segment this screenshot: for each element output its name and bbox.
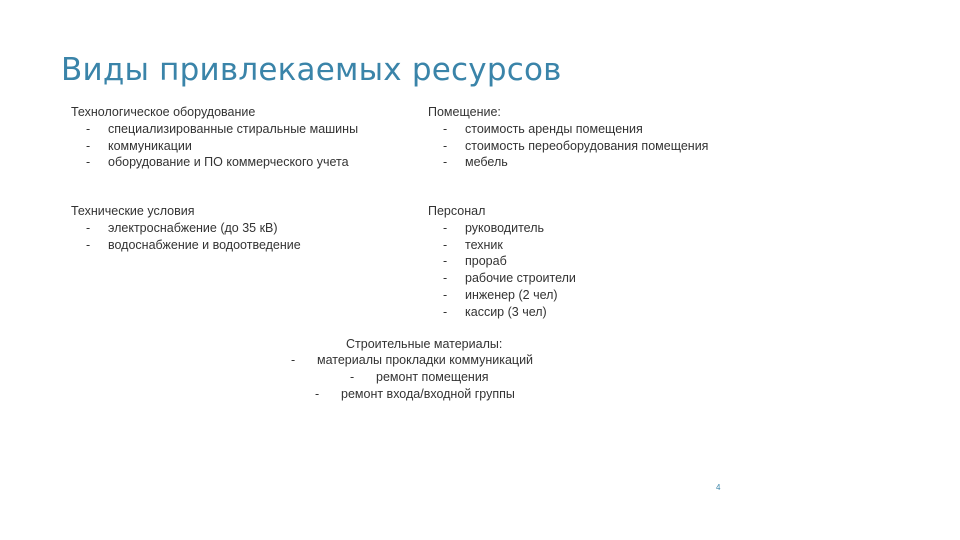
list-item: - мебель [428,154,708,171]
bullet-list [71,220,301,254]
list-item: - коммуникации [71,138,358,155]
list-item: - руководитель [428,220,576,237]
section-heading: Персонал [428,204,486,218]
list-item: - стоимость переоборудования помещения [428,138,708,155]
list-item: - электроснабжение (до 35 кВ) [71,220,301,237]
section-heading: Технические условия [71,204,195,218]
slide-title: Виды привлекаемых ресурсов [61,52,562,88]
bullet-dash: - [291,353,296,367]
section-heading: Помещение: [428,105,501,119]
bullet-list [428,220,576,321]
list-item: - кассир (3 чел) [428,304,576,321]
list-item: - техник [428,237,576,254]
section-premises [428,104,708,171]
section-heading: Строительные материалы: [346,337,503,351]
section-personnel [428,203,576,321]
bullet-list [428,121,708,171]
list-item: - оборудование и ПО коммерческого учета [71,154,358,171]
list-item: ремонт помещения [376,370,489,384]
list-item: - инженер (2 чел) [428,287,576,304]
bullet-dash: - [350,370,355,384]
list-item: - водоснабжение и водоотведение [71,237,301,254]
list-item: - прораб [428,253,576,270]
list-item: - стоимость аренды помещения [428,121,708,138]
list-item: - специализированные стиральные машины [71,121,358,138]
section-technological-equipment [71,104,358,171]
bullet-list [71,121,358,171]
section-technical-conditions [71,203,301,253]
section-heading: Технологическое оборудование [71,105,256,119]
page-number: 4 [716,483,721,492]
bullet-dash: - [315,387,320,401]
list-item: - рабочие строители [428,270,576,287]
list-item: материалы прокладки коммуникаций [317,353,534,367]
list-item: ремонт входа/входной группы [341,387,515,401]
